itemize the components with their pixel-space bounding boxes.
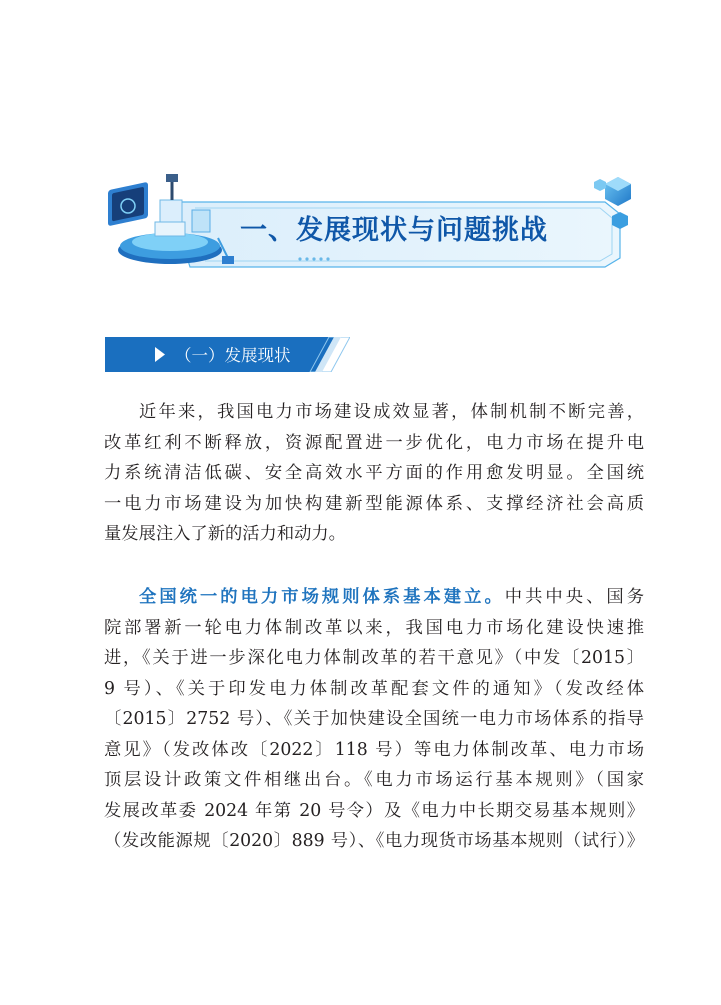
- text-line: 量发展注入了新的活力和动力。: [104, 524, 346, 544]
- text-line: 顶层设计政策文件相继出台。《电力市场运行基本规则》（国家: [104, 770, 644, 790]
- text-line: （发改能源规〔2020〕889 号）、《电力现货市场基本规则（试行）》: [104, 831, 644, 851]
- text-line: 意见》（发改体改〔2022〕118 号）等电力体制改革、电力市场: [104, 739, 644, 760]
- text-line: [104, 582, 644, 613]
- text-line: 院部署新一轮电力体制改革以来，我国电力市场化建设快速推: [104, 617, 644, 638]
- text-line: 发展改革委 2024 年第 20 号令）及《电力中长期交易基本规则》: [104, 800, 644, 821]
- paragraph-2: [104, 582, 644, 857]
- text-line: 进，《关于进一步深化电力体制改革的若干意见》（中发〔2015〕: [104, 648, 644, 668]
- text-line: 力系统清洁低碳、安全高效水平方面的作用愈发明显。全国统: [104, 463, 644, 483]
- text-line: 〔2015〕2752 号）、《关于加快建设全国统一电力市场体系的指导: [104, 709, 644, 729]
- section-title: （一）发展现状: [175, 346, 291, 365]
- text-fragment: 中共中央、国务: [504, 587, 644, 607]
- chapter-title: 一、发展现状与问题挑战: [240, 215, 548, 246]
- text-line: 9 号）、《关于印发电力体制改革配套文件的通知》（发改经体: [104, 678, 644, 699]
- text-line: 近年来，我国电力市场建设成效显著，体制机制不断完善，: [139, 402, 644, 422]
- paragraph-1: [104, 397, 644, 550]
- highlight-heading: 全国统一的电力市场规则体系基本建立。: [139, 587, 505, 607]
- text-line: 改革红利不断释放，资源配置进一步优化，电力市场在提升电: [104, 432, 644, 453]
- text-line: 一电力市场建设为加快构建新型能源体系、支撑经济社会高质: [104, 493, 644, 514]
